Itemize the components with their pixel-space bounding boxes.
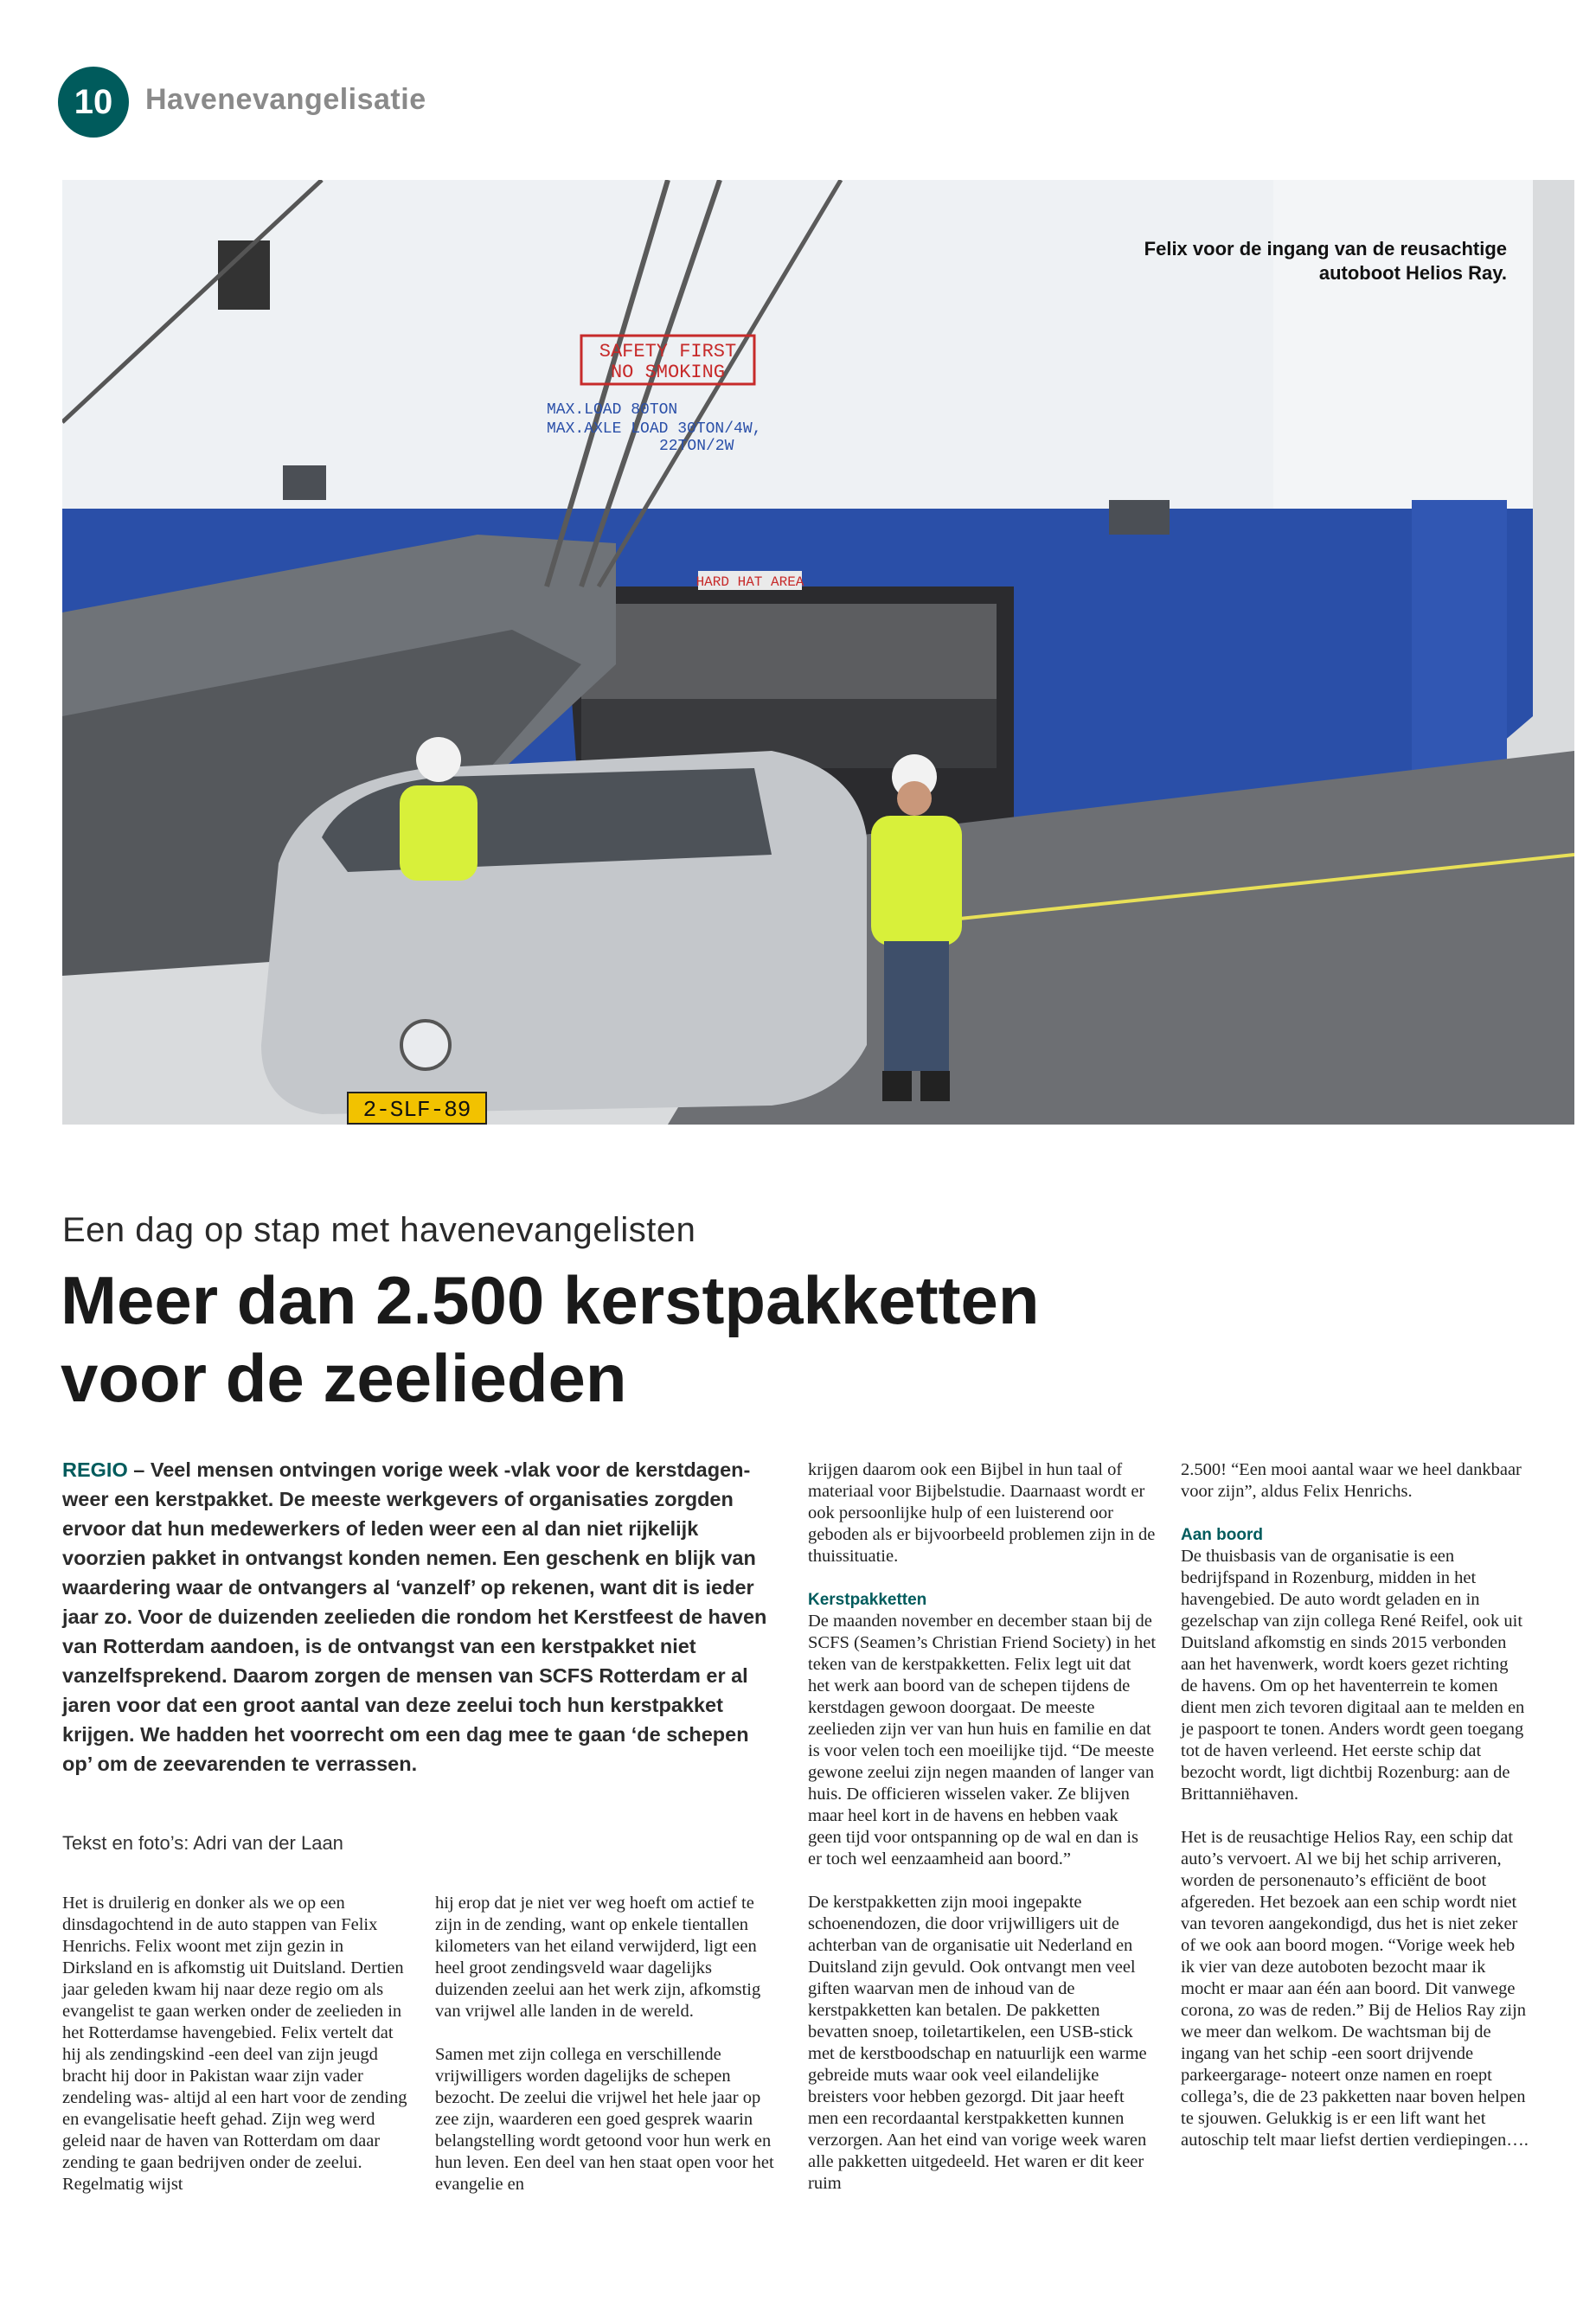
lead-region: REGIO <box>62 1458 128 1481</box>
ship-photo-illustration <box>62 180 1574 1125</box>
lead-text: – Veel mensen ontvingen vorige week -vlak voor de kerstdagen- weer een kerstpakket. De meeste werkgevers of organisaties zorgden ervoor dat hun medewerkers of leden weer een al dan niet rijkelijk voorzien pakket in ontvangst konden nemen. Een geschenk en blijk van waardering waar de ontvangers al ‘vanzelf’ op rekenen, want dit is ieder jaar zo. Voor de duizenden zeelieden die rondom het Kerstfeest de haven van Rotterdam aandoen, is de ontvangst van een kerstpakket niet vanzelfsprekend. Daarom zorgen de mensen van SCFS Rotterdam er al jaren voor dat een groot aantal van deze zeelui toch hun kerstpakket krijgen. We hadden het voorrecht om een dag mee te gaan ‘de schepen op’ om de zeevarenden te verrassen. <box>62 1458 767 1775</box>
article-kicker: Een dag op stap met havenevangelisten <box>62 1211 696 1249</box>
subheading-kerstpakketten: Kerstpakketten <box>808 1591 927 1609</box>
van-logo-icon <box>401 1021 450 1069</box>
license-plate-text: 2-SLF-89 <box>362 1097 471 1123</box>
paragraph: 2.500! “Een mooi aantal waar we heel dankbaar voor zijn”, aldus Felix Henrichs. <box>1181 1460 1522 1501</box>
paragraph: Het is de reusachtige Helios Ray, een schip dat auto’s vervoert. Al we bij het schip arriveren, worden de personenauto’s efficiënt de boot afgereden. Het bezoek aan een schip wordt niet van tevoren aangekondigd, dus het is niet zeker of we ook aan boord mogen. “Vorige week heb ik vier van deze autoboten bezocht maar ik mocht er maar aan één aan boord. Dit vanwege corona, zo was de reden.” Bij de Helios Ray zijn we meer dan welkom. De wachtsman bij de ingang van het schip -een soort drijvende parkeergarage- noteert onze namen en roept collega’s, die de 23 pakketten naar boven helpen te sjouwen. Gelukkig is er een lift want het autoschip telt maar liefst dertien verdiepingen…. <box>1181 1828 1529 2150</box>
paragraph: De maanden november en december staan bij de SCFS (Seamen’s Christian Friend Society) in het teken van de kerstpakketten. Felix legt uit dat het werk aan boord van de schepen tijdens de kerstdagen gewoon doorgaat. De meeste zeelieden zijn ver van hun huis en familie en dat is voor velen toch een moeilijke tijd. “De meeste gewone zeelui zijn negen maanden of langer van huis. De officieren wisselen vaker. Ze blijven maar heel kort in de havens en hebben vaak geen tijd voor ontspanning op de wal en dan is er toch wel eenzaamheid aan boord.” <box>808 1612 1157 1868</box>
paragraph: Het is druilerig en donker als we op een dinsdagochtend in de auto stappen van Felix Henrichs. Felix woont met zijn gezin in Dirksland en is afkomstig uit Duitsland. Dertien jaar geleden kwam hij naar deze regio om als evangelist te gaan werken onder de zeelieden in het Rotterdamse havengebied. Felix vertelt dat hij als zendingskind -een deel van zijn jeugd bracht hij door in Pakistan waar zijn vader zendeling was- altijd al een hart voor de zending en evangelisatie heeft gehad. Zijn weg werd geleid naar de haven van Rotterdam om daar zending te gaan bedrijven onder de zeelui. Regelmatig wijst <box>62 1894 407 2194</box>
article-column-3 <box>808 1459 1156 2195</box>
safety-sign-line1: SAFETY FIRST <box>599 341 737 362</box>
paragraph: hij erop dat je niet ver weg hoeft om actief te zijn in de zending, want op enkele tientallen kilometers van het eiland verwijderd, ligt een heel groot zendingsveld waar dagelijks duizenden zeelui aan het werk zijn, afkomstig van vrijwel alle landen in de wereld. <box>435 1894 761 2021</box>
safety-sign-line2: NO SMOKING <box>610 362 726 383</box>
article-column-1 <box>62 1893 408 2195</box>
subheading-aan-boord: Aan boord <box>1181 1526 1263 1544</box>
article-lead <box>62 1455 772 1779</box>
paragraph: De kerstpakketten zijn mooi ingepakte schoenendozen, die door vrijwilligers uit de achterban van de organisatie uit Nederland en Duitsland zijn gevuld. Ook ontvangt men veel giften waarvan men de inhoud van de kerstpakketten kan betalen. De pakketten bevatten snoep, toiletartikelen, een USB-stick met de kerstboodschap en natuurlijk een warme gebreide muts waar ook veel eilandelijke breisters voor hebben gezorgd. Dit jaar heeft men een recordaantal kerstpakketten kunnen verzorgen. Aan het eind van vorige week waren alle pakketten uitgedeeld. Het waren er dit keer ruim <box>808 1893 1147 2193</box>
person-left <box>400 785 478 881</box>
load-sign-line1: MAX.LOAD 80TON <box>547 401 678 419</box>
article-column-4 <box>1181 1459 1529 2151</box>
article-headline: Meer dan 2.500 kerstpakketten voor de zeelieden <box>61 1262 1040 1416</box>
article-column-2 <box>435 1893 783 2195</box>
person-felix <box>871 816 962 945</box>
paragraph: krijgen daarom ook een Bijbel in hun taal of materiaal voor Bijbelstudie. Daarnaast wordt er ook persoonlijke hulp of een luisterend oor geboden als er bijvoorbeeld problemen zijn in de thuissituatie. <box>808 1460 1156 1566</box>
section-label: Havenevangelisatie <box>145 83 426 116</box>
load-sign-line3: 22TON/2W <box>659 438 734 455</box>
byline: Tekst en foto’s: Adri van der Laan <box>62 1832 343 1854</box>
page-number-badge: 10 <box>61 69 126 135</box>
paragraph: Samen met zijn collega en verschillende vrijwilligers worden dagelijks de schepen bezocht. De zeelui die vrijwel het hele jaar op zee zijn, waarderen een goed gesprek waarin belangstelling wordt getoond voor hun werk en hun leven. Een deel van hen staat open voor het evangelie en <box>435 2045 774 2194</box>
paragraph: De thuisbasis van de organisatie is een bedrijfspand in Rozenburg, midden in het havengebied. De auto wordt geladen en in gezelschap van zijn collega René Reifel, ook uit Duitsland afkomstig en sinds 2015 verbonden aan het havenwerk, wordt koers gezet richting de havens. Om op het haventerrein te komen dient men zich tevoren digitaal aan te melden en je paspoort te tonen. Anders wordt geen toegang tot de haven verleend. Het eerste schip dat bezocht wordt, ligt dichtbij Rozenburg: aan de Brittanniëhaven. <box>1181 1547 1525 1804</box>
hard-hat-sign: HARD HAT AREA <box>695 574 804 590</box>
photo-caption: Felix voor de ingang van de reusachtige autoboot Helios Ray. <box>1144 238 1507 284</box>
load-sign-line2: MAX.AXLE LOAD 30TON/4W, <box>547 420 762 438</box>
article-photo <box>62 180 1574 1125</box>
